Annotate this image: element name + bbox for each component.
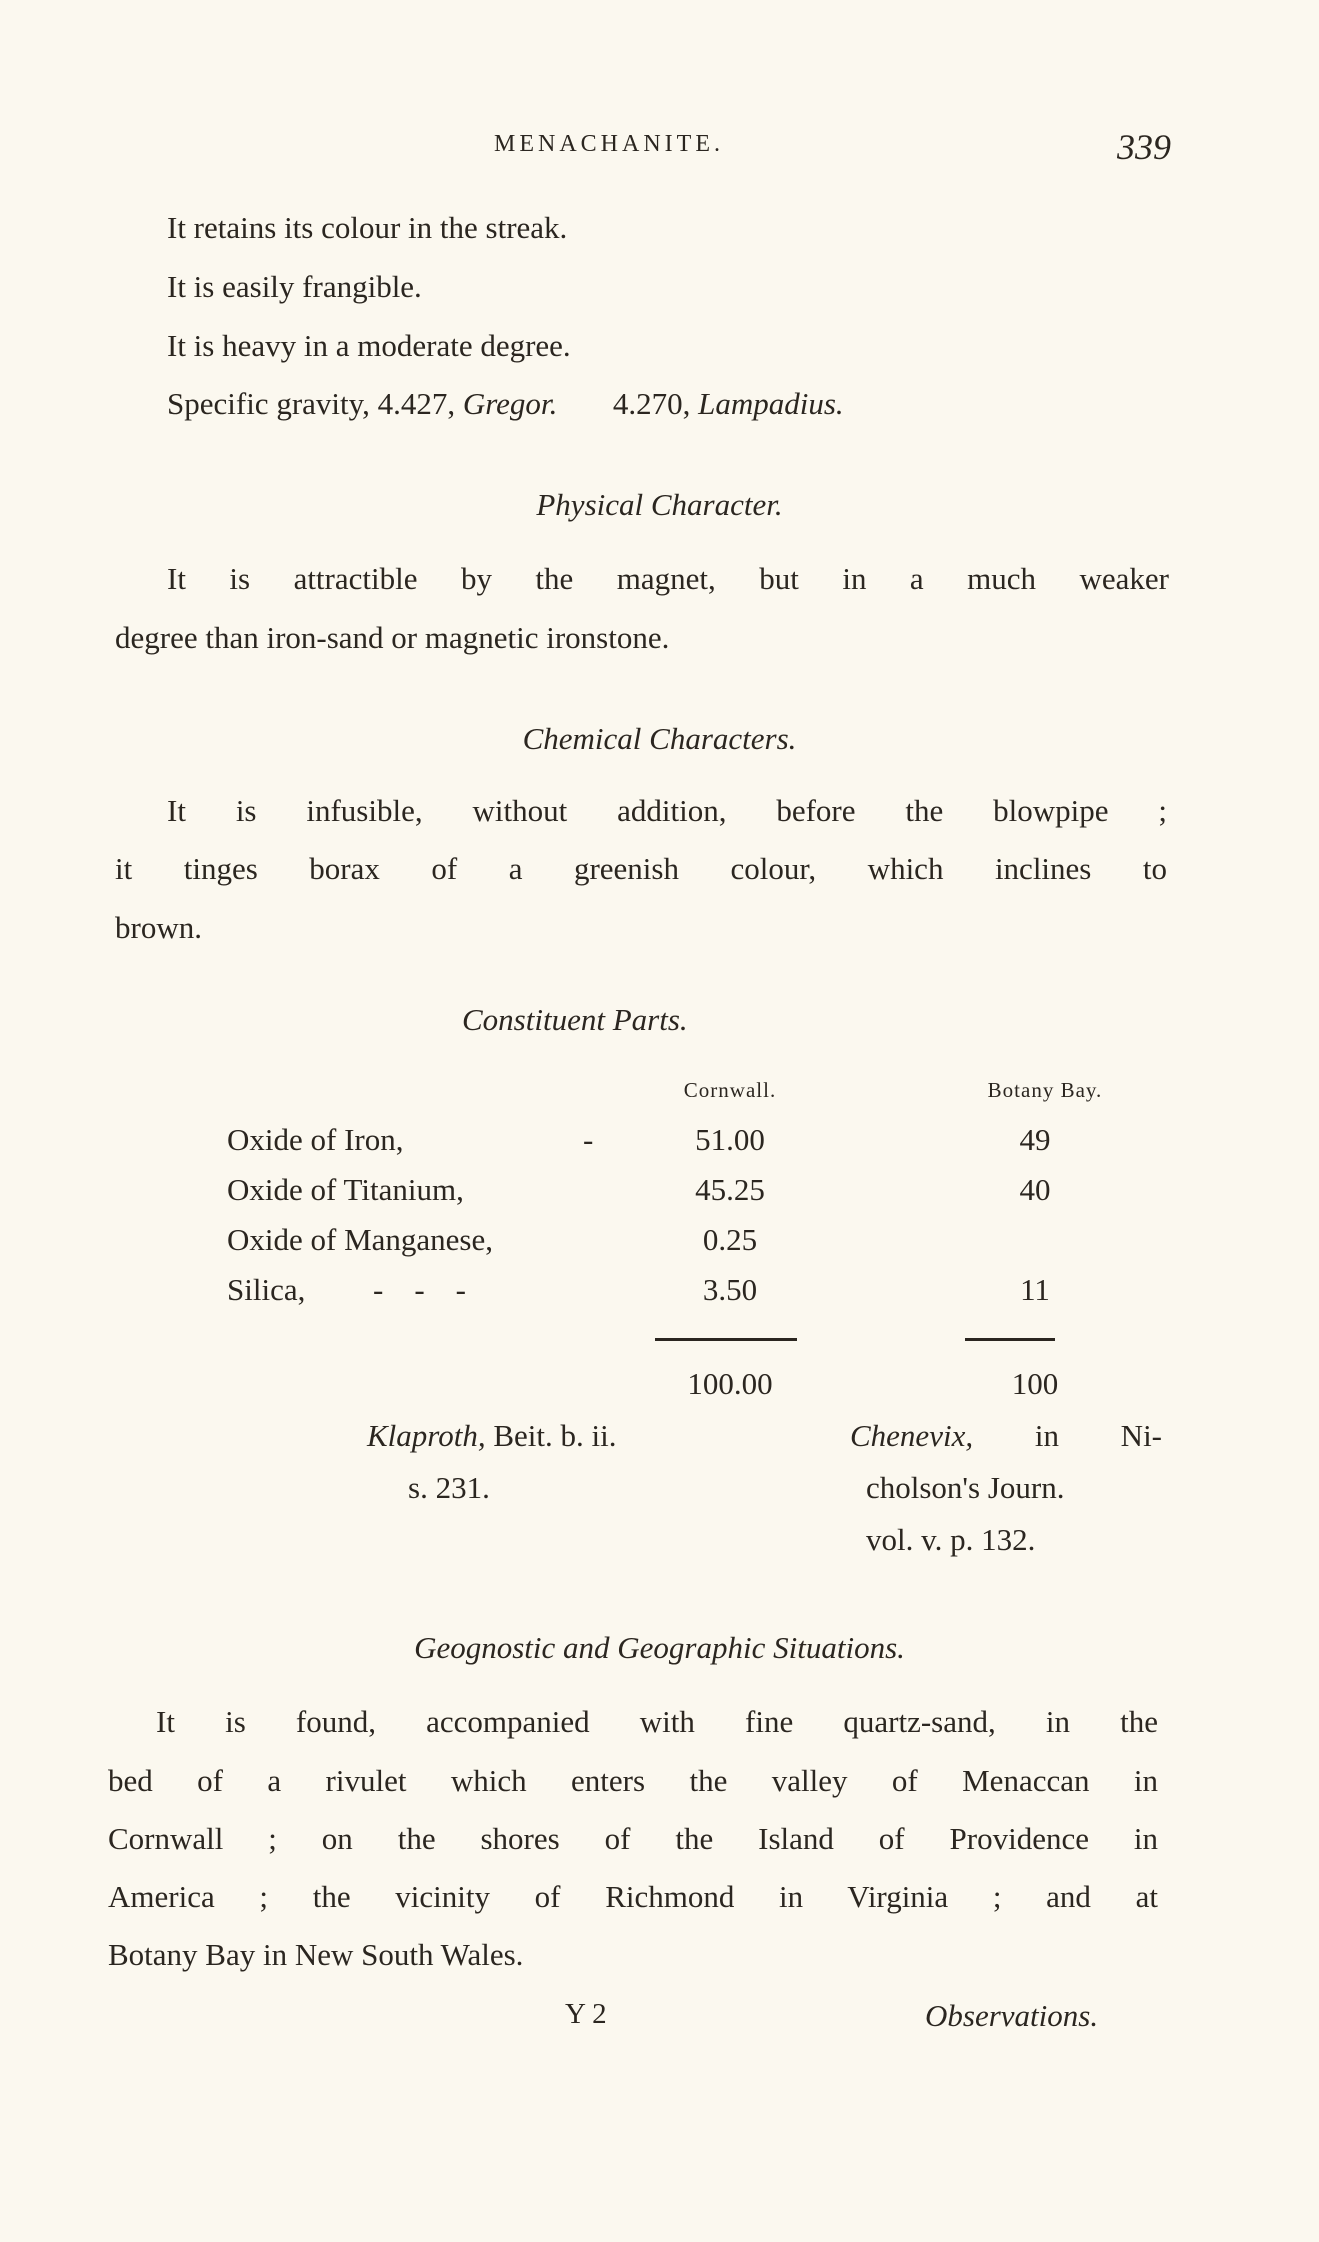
cell-cornwall: 51.00 (695, 1122, 765, 1157)
text-line: Cornwall ; on the shores of the Island of Providence in (108, 1821, 1158, 1856)
row-name: Oxide of Iron, (227, 1122, 404, 1157)
text-line: It is attractible by the magnet, but in a much weaker (167, 561, 1169, 596)
row-dash: - - - (373, 1272, 466, 1307)
column-header-cornwall: Cornwall. (683, 1078, 777, 1102)
cell-botany: 11 (1020, 1272, 1050, 1307)
author-chenevix: Chenevix, (850, 1418, 974, 1453)
text-line: brown. (115, 910, 202, 945)
catchword: Observations. (925, 1998, 1099, 2033)
source-chenevix-ref: in Ni- (1034, 1418, 1163, 1453)
cell-cornwall: 3.50 (702, 1272, 758, 1307)
specific-gravity-value: 4.270, (612, 386, 691, 421)
author-klaproth: Klaproth, (367, 1418, 486, 1453)
specific-gravity-line (167, 388, 844, 419)
cell-cornwall: 0.25 (702, 1222, 758, 1257)
row-name: Silica, (227, 1272, 306, 1307)
cell-cornwall: 45.25 (695, 1172, 765, 1207)
signature-mark: Y 2 (565, 1998, 607, 2030)
sum-rule-cornwall (655, 1338, 797, 1341)
constituents-heading: Constituent Parts. (462, 1002, 688, 1037)
source-chenevix (850, 1420, 1162, 1451)
running-title: MENACHANITE. (494, 131, 724, 157)
row-dash: - (583, 1122, 594, 1157)
specific-gravity-label: Specific gravity, 4.427, (167, 386, 456, 421)
total-botany: 100 (1011, 1366, 1059, 1401)
text-line: bed of a rivulet which enters the valley of Menaccan in (108, 1763, 1158, 1798)
text-line: It is heavy in a moderate degree. (167, 328, 571, 363)
text-line: It is infusible, without addition, before the blowpipe ; (167, 793, 1167, 828)
text-line: It is found, accompanied with fine quartz-sand, in the (156, 1704, 1158, 1739)
text-line: degree than iron-sand or magnetic ironstone. (115, 620, 670, 655)
physical-heading: Physical Character. (536, 487, 783, 522)
cell-botany: 49 (1019, 1122, 1051, 1157)
source-klaproth-line2: s. 231. (408, 1470, 490, 1505)
author-gregor: Gregor. (462, 386, 558, 421)
chemical-heading: Chemical Characters. (522, 721, 797, 756)
sum-rule-botany (965, 1338, 1055, 1341)
text-line: It retains its colour in the streak. (167, 210, 568, 245)
total-cornwall: 100.00 (687, 1366, 773, 1401)
author-lampadius: Lampadius. (698, 386, 844, 421)
text-line: Botany Bay in New South Wales. (108, 1937, 524, 1972)
text-line: it tinges borax of a greenish colour, which inclines to (115, 851, 1167, 886)
text-line: America ; the vicinity of Richmond in Virginia ; and at (108, 1879, 1158, 1914)
source-klaproth (367, 1420, 616, 1451)
row-name: Oxide of Titanium, (227, 1172, 464, 1207)
source-klaproth-ref: Beit. b. ii. (493, 1418, 617, 1453)
situations-heading: Geognostic and Geographic Situations. (414, 1630, 905, 1665)
page-number: 339 (1117, 127, 1171, 167)
source-chenevix-line3: vol. v. p. 132. (866, 1522, 1036, 1557)
column-header-botany-bay: Botany Bay. (987, 1078, 1103, 1102)
text-line: It is easily frangible. (167, 269, 422, 304)
cell-botany: 40 (1019, 1172, 1051, 1207)
source-chenevix-line2: cholson's Journ. (866, 1470, 1065, 1505)
row-name: Oxide of Manganese, (227, 1222, 493, 1257)
